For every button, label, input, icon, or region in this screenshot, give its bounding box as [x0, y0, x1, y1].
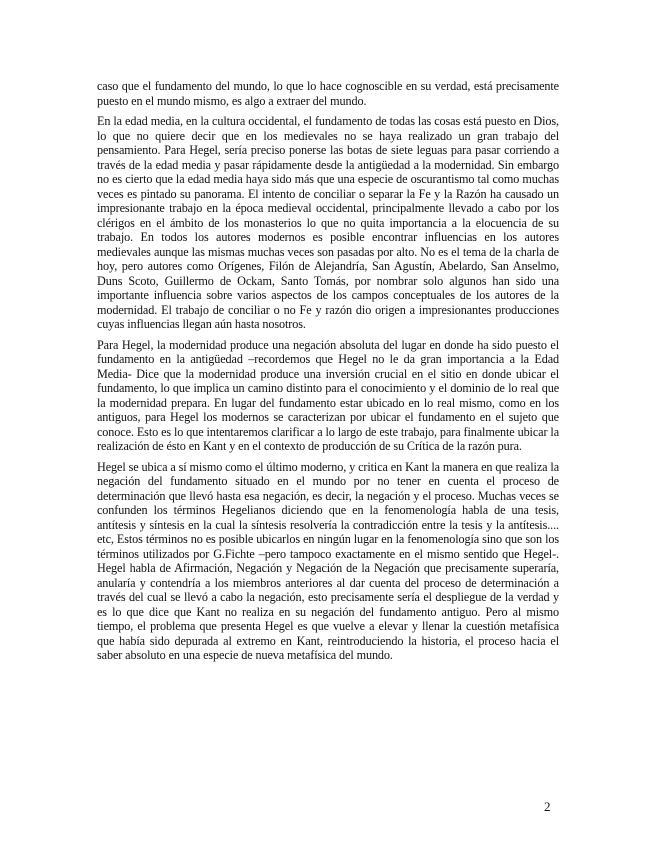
paragraph-3: Para Hegel, la modernidad produce una negación absoluta del lugar en donde ha sido puesto el fundamento en la antigüedad –recordemos que Hegel no le da gran importancia a la Edad Media- Dice que la modernidad produce una inversión crucial en el sitio en donde ubicar el fundamento, lo que implica un camino distinto para el conocimiento y el dominio de lo real que la modernidad prepara. En lugar del fundamento estar ubicado en lo real mismo, como en los antiguos, para Hegel los modernos se caracterizan por ubicar el fundamento en el sujeto que conoce. Esto es lo que intentaremos clarificar a lo largo de este trabajo, para finalmente ubicar la realización de ésto en Kant y en el contexto de producción de su Crítica de la razón pura.	[97, 337, 559, 453]
paragraph-4: Hegel se ubica a sí mismo como el último moderno, y critica en Kant la manera en que realiza la negación del fundamento situado en el mundo por no tener en cuenta el proceso de determinación que llevó hasta esa negación, es decir, la negación y el proceso. Muchas veces se confunden los términos Hegelianos diciendo que en la fenomenología habla de una tesis, antítesis y síntesis en la cual la síntesis resolvería la contradicción entre la tesis y la antítesis.... etc, Estos términos no es posible ubicarlos en ningún lugar en la fenomenología sino que son los términos utilizados por G.Fichte –pero tampoco exactamente en el mismo sentido que Hegel-. Hegel habla de Afirmación, Negación y Negación de la Negación que precisamente superaría, anularía y contendría a los miembros anteriores al dar cuenta del proceso de determinación a través del cual se llevó a cabo la negación, esto precisamente sería el despliegue de la verdad y es lo que dice que Kant no realiza en su negación del fundamento antiguo. Pero al mismo tiempo, el problema que presenta Hegel es que vuelve a elevar y llenar la cuestión metafísica que había sido depurada al extremo en Kant, reintroduciendo la historia, el proceso hacia el saber absoluto en una especie de nueva metafísica del mundo.	[97, 459, 559, 662]
paragraph-2: En la edad media, en la cultura occidental, el fundamento de todas las cosas está puesto en Dios, lo que no quiere decir que en los medievales no se haya realizado un gran trabajo del pensamiento. Para Hegel, sería preciso ponerse las botas de siete leguas para pasar corriendo a través de la edad media y pasar rápidamente desde la antigüedad a la modernidad. Sin embargo no es cierto que la edad media haya sido más que una especie de oscurantismo tal como muchas veces es pintado su panorama. El intento de conciliar o separar la Fe y la Razón ha causado un impresionante trabajo en la época medieval occidental, principalmente llevado a cabo por los clérigos en el ámbito de los monasterios lo que no quita importancia a la elocuencia de su trabajo. En todos los autores modernos es posible encontrar influencias en los autores medievales aunque las mismas muchas veces son pasadas por alto. No es el tema de la charla de hoy, pero autores como Orígenes, Filón de Alejandría, San Agustín, Abelardo, San Anselmo, Duns Scoto, Guillermo de Ockam, Santo Tomás, por nombrar solo algunos han sido una importante influencia sobre varios aspectos de los campos conceptuales de los autores de la modernidad. El trabajo de conciliar o no Fe y razón dio origen a impresionantes producciones cuyas influencias llegan aún hasta nosotros.	[97, 114, 559, 331]
page-number: 2	[544, 799, 551, 814]
body-text	[97, 79, 559, 669]
paragraph-1: caso que el fundamento del mundo, lo que lo hace cognoscible en su verdad, está precisamente puesto en el mundo mismo, es algo a extraer del mundo.	[97, 79, 559, 108]
